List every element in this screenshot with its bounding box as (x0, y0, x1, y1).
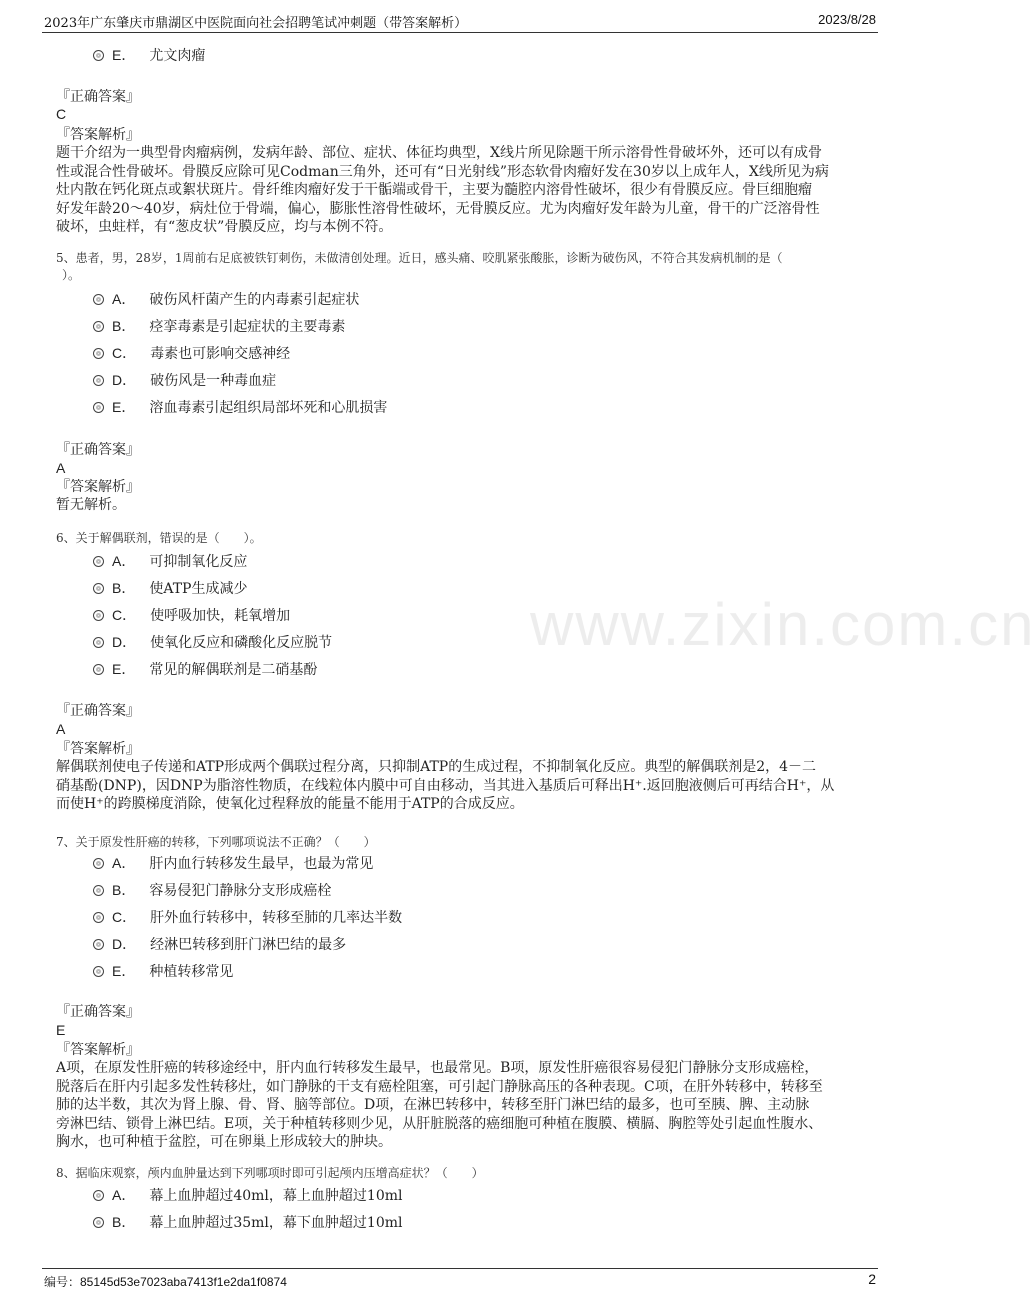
radio-icon[interactable] (93, 939, 104, 950)
radio-icon[interactable] (93, 966, 104, 977)
option-q6-c[interactable]: C． 使呼吸加快，耗氧增加 (93, 605, 290, 625)
analysis-label: 『答案解析』 (56, 741, 140, 757)
option-q7-d[interactable]: D． 经淋巴转移到肝门淋巴结的最多 (93, 934, 346, 954)
radio-icon[interactable] (93, 1217, 104, 1228)
watermark: www.zixin.com.cn (530, 591, 1035, 658)
question-5-stem: 5、患者，男，28岁，1周前右足底被铁钉刺伤，未做清创处理。近日，感头痛、咬肌紧张酸胀，诊断为破伤风，不符合其发病机制的是（ ）。 (56, 251, 783, 282)
option-q7-e[interactable]: E． 种植转移常见 (93, 961, 233, 981)
option-q7-c[interactable]: C． 肝外血行转移中，转移至肺的几率达半数 (93, 907, 402, 927)
page-header (42, 10, 878, 33)
radio-icon[interactable] (93, 858, 104, 869)
option-q6-e[interactable]: E． 常见的解偶联剂是二硝基酚 (93, 659, 317, 679)
radio-icon[interactable] (93, 402, 104, 413)
correct-answer: A (56, 460, 66, 476)
radio-icon[interactable] (93, 50, 104, 61)
answer-label: 『正确答案』 (56, 703, 140, 719)
option-q8-a[interactable]: A． 幕上血肿超过40ml，幕上血肿超过10ml (93, 1185, 402, 1205)
radio-icon[interactable] (93, 375, 104, 386)
question-8-stem: 8、据临床观察，颅内血肿量达到下列哪项时即可引起颅内压增高症状？（ ） (56, 1166, 484, 1180)
radio-icon[interactable] (93, 885, 104, 896)
correct-answer: A (56, 721, 66, 737)
option-q5-b[interactable]: B． 痉挛毒素是引起症状的主要毒素 (93, 316, 345, 336)
correct-answer: C (56, 106, 67, 122)
option-q5-a[interactable]: A． 破伤风杆菌产生的内毒素引起症状 (93, 289, 359, 309)
option-q6-a[interactable]: A． 可抑制氧化反应 (93, 551, 247, 571)
option-q7-b[interactable]: B． 容易侵犯门静脉分支形成癌栓 (93, 880, 331, 900)
answer-label: 『正确答案』 (56, 442, 140, 458)
option-q6-b[interactable]: B． 使ATP生成减少 (93, 578, 247, 598)
correct-answer: E (56, 1022, 66, 1038)
analysis-text: 暂无解析。 (56, 497, 126, 513)
radio-icon[interactable] (93, 912, 104, 923)
answer-label: 『正确答案』 (56, 1004, 140, 1020)
radio-icon[interactable] (93, 610, 104, 621)
radio-icon[interactable] (93, 556, 104, 567)
analysis-label: 『答案解析』 (56, 127, 140, 143)
question-7-stem: 7、关于原发性肝癌的转移，下列哪项说法不正确？（ ） (56, 835, 376, 849)
analysis-label: 『答案解析』 (56, 1042, 140, 1058)
page-number: 2 (868, 1271, 876, 1287)
answer-label: 『正确答案』 (56, 89, 140, 105)
radio-icon[interactable] (93, 348, 104, 359)
radio-icon[interactable] (93, 321, 104, 332)
document-title: 2023年广东肇庆市鼎湖区中医院面向社会招聘笔试冲刺题（带答案解析） (44, 16, 468, 31)
radio-icon[interactable] (93, 583, 104, 594)
radio-icon[interactable] (93, 294, 104, 305)
document-code: 编号：85145d53e7023aba7413f1e2da1f0874 (44, 1275, 287, 1289)
option-q7-a[interactable]: A． 肝内血行转移发生最早，也最为常见 (93, 853, 373, 873)
question-6-stem: 6、关于解偶联剂，错误的是（ ）。 (56, 531, 262, 545)
radio-icon[interactable] (93, 1190, 104, 1201)
analysis-text: 题干介绍为一典型骨肉瘤病例，发病年龄、部位、症状、体征均典型，X线片所见除题干所示溶骨性骨破坏外，还可以有成骨 性或混合性骨破坏。骨膜反应除可见Codman三角外，还可有“日光射线”形态软骨肉瘤好发在30岁以上成年人，X线所见为病 灶内散在钙化斑点或絮状斑片。骨纤维肉瘤好发于干骺端或骨干，主要为髓腔内溶骨性破坏，很少有骨膜反应。骨巨细胞瘤 好发年龄20～40岁，病灶位于骨端，偏心，膨胀性溶骨性破坏，无骨膜反应。尤为肉瘤好发年龄为儿童，骨干的广泛溶骨性 破坏，虫蛀样，有“葱皮状”骨膜反应，均与本例不符。 (56, 145, 829, 236)
analysis-label: 『答案解析』 (56, 479, 140, 495)
document-date: 2023/8/28 (818, 12, 876, 27)
page-footer (42, 1268, 878, 1291)
analysis-text: A项，在原发性肝癌的转移途经中，肝内血行转移发生最早，也最常见。B项，原发性肝癌很容易侵犯门静脉分支形成癌栓， 脱落后在肝内引起多发性转移灶，如门静脉的干支有癌栓阻塞，可引起门静脉高压的各种表现。C项，在肝外转移中，转移至 肺的达半数，其次为肾上腺、骨、肾、脑等部位。D项，在淋巴转移中，转移至肝门淋巴结的最多，也可至胰、脾、主动脉 旁淋巴结、锁骨上淋巴结。E项，关于种植转移则少见，从肝脏脱落的癌细胞可种植在腹膜、横膈、胸腔等处引起血性腹水、 胸水，也可种植于盆腔，可在卵巢上形成较大的肿块。 (56, 1060, 823, 1151)
radio-icon[interactable] (93, 664, 104, 675)
option-q8-b[interactable]: B． 幕上血肿超过35ml，幕下血肿超过10ml (93, 1212, 402, 1232)
radio-icon[interactable] (93, 637, 104, 648)
option-q6-d[interactable]: D． 使氧化反应和磷酸化反应脱节 (93, 632, 332, 652)
option-q4-e[interactable]: E． 尤文肉瘤 (93, 45, 205, 65)
option-q5-e[interactable]: E． 溶血毒素引起组织局部坏死和心肌损害 (93, 397, 387, 417)
option-q5-c[interactable]: C． 毒素也可影响交感神经 (93, 343, 290, 363)
option-q5-d[interactable]: D． 破伤风是一种毒血症 (93, 370, 276, 390)
analysis-text: 解偶联剂使电子传递和ATP形成两个偶联过程分离，只抑制ATP的生成过程，不抑制氧化反应。典型的解偶联剂是2，4－二 硝基酚(DNP)，因DNP为脂溶性物质，在线粒体内膜中可自由移动，当其进入基质后可释出H⁺.返回胞液侧后可再结合H⁺，从 而使H⁺的跨膜梯度消除，使氧化过程释放的能量不能用于ATP的合成反应。 (56, 759, 835, 813)
